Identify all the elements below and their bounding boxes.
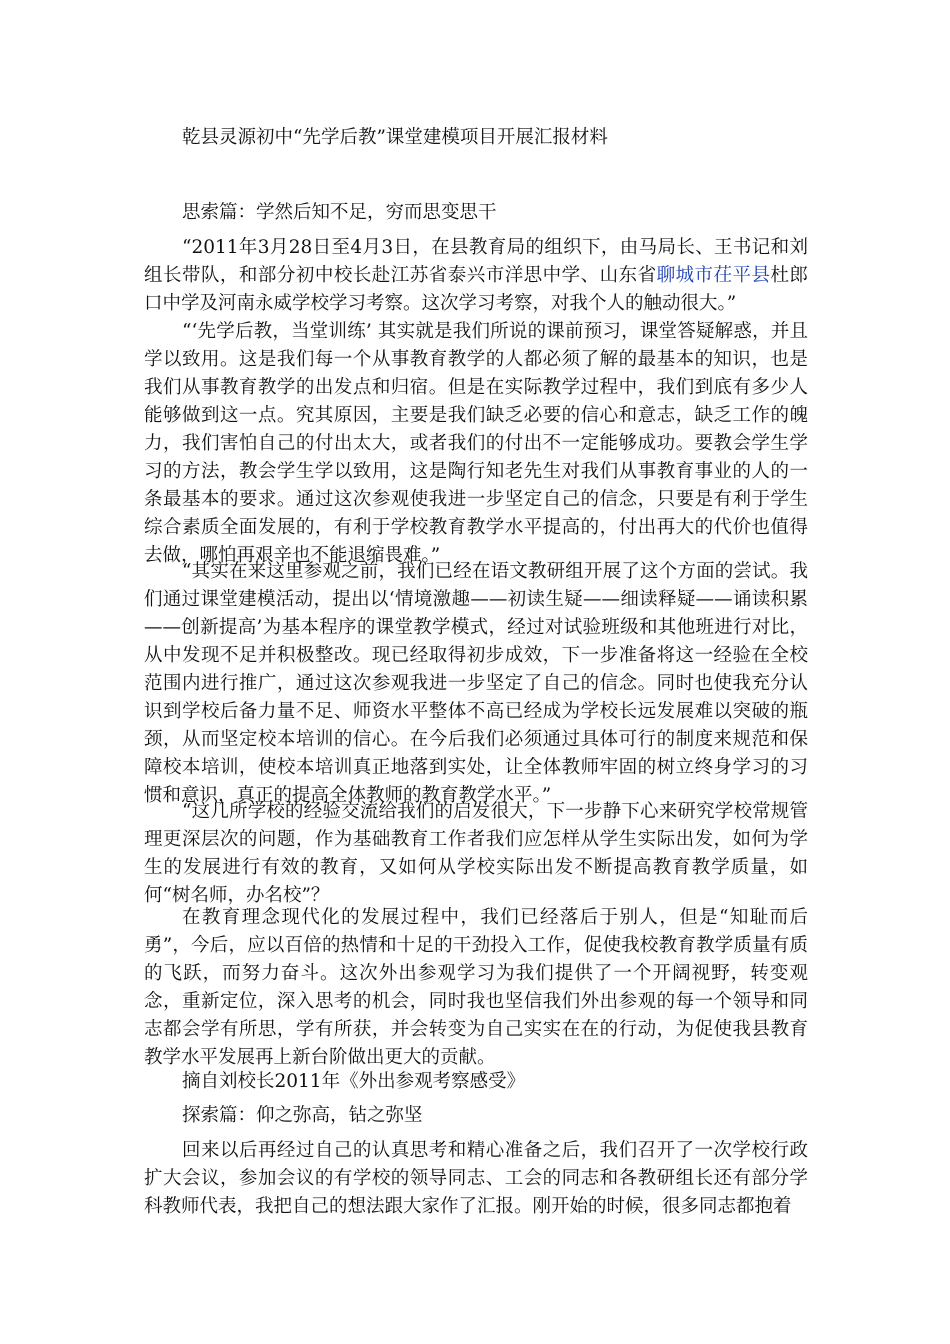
paragraph-2: “‘先学后教，当堂训练’ 其实就是我们所说的课前预习，课堂答疑解惑，并且学以致用。这是我们每一个从事教育教学的人都必须了解的最基本的知识，也是我们从事教育教学的出发点和归宿。但是在实际教学过程中，我们到底有多少人能够做到这一点。究其原因，主要是我们缺乏必要的信心和意志，缺乏工作的魄力，我们害怕自己的付出太大，或者我们的付出不一定能够成功。要教会学生学习的方法，教会学生学以致用，这是陶行知老先生对我们从事教育事业的人的一条最基本的要求。通过这次参观使我进一步坚定自己的信念，只要是有利于学生综合素质全面发展的，有利于学校教育教学水平提高的，付出再大的代价也值得去做，哪怕再艰辛也不能退缩畏难。” — [144, 321, 808, 566]
location-link[interactable]: 聊城市茌平县 — [656, 265, 771, 286]
source-citation: 摘自刘校长2011年《外出参观考察感受》 — [182, 1071, 526, 1092]
document-title: 乾县灵源初中“先学后教”课堂建模项目开展汇报材料 — [182, 127, 608, 148]
paragraph-1-text-end: 杜郎口中学及河南永威学校学习考察。这次学习考察，对我个人的触动很大。” — [144, 265, 808, 314]
paragraph-4: “这几所学校的经验交流给我们的启发很大，下一步静下心来研究学校常规管理更深层次的问题，作为基础教育工作者我们应怎样从学生实际出发，如何为学生的发展进行有效的教育，又如何从学校实际出发不断提高教育教学质量，如何“树名师，办名校”？ — [144, 801, 808, 906]
paragraph-1 — [144, 234, 808, 318]
section-heading-reflection: 思索篇：学然后知不足，穷而思变思干 — [182, 202, 497, 223]
paragraph-1-text-start: “2011年3月28日至4月3日，在县教育局的组织下，由马局长、王书记和刘组长带队，和部分初中校长赴江苏省泰兴市洋思中学、山东省 — [144, 237, 808, 286]
document-page — [144, 0, 808, 1344]
paragraph-3: “其实在来这里参观之前，我们已经在语文教研组开展了这个方面的尝试。我们通过课堂建模活动，提出以‘情境激趣——初读生疑——细读释疑——诵读积累——创新提高’为基本程序的课堂教学模式，经过对试验班级和其他班进行对比，从中发现不足并积极整改。现已经取得初步成效，下一步准备将这一经验在全校范围内进行推广，通过这次参观我进一步坚定了自己的信念。同时也使我充分认识到学校后备力量不足、师资水平整体不高已经成为学校长远发展难以突破的瓶颈，从而坚定校本培训的信心。在今后我们必须通过具体可行的制度来规范和保障校本培训，使校本培训真正地落到实处，让全体教师牢固的树立终身学习的习惯和意识，真正的提高全体教师的教育教学水平。” — [144, 561, 808, 806]
paragraph-6: 回来以后再经过自己的认真思考和精心准备之后，我们召开了一次学校行政扩大会议，参加会议的有学校的领导同志、工会的同志和各教研组长还有部分学科教师代表，我把自己的想法跟大家作了汇报。刚开始的时候，很多同志都抱着 — [144, 1140, 808, 1217]
paragraph-5: 在教育理念现代化的发展过程中，我们已经落后于别人，但是“知耻而后勇”，今后，应以百倍的热情和十足的干劲投入工作，促使我校教育教学质量有质的飞跃，而努力奋斗。这次外出参观学习为我们提供了一个开阔视野，转变观念，重新定位，深入思考的机会，同时我也坚信我们外出参观的每一个领导和同志都会学有所思，学有所获，并会转变为自己实实在在的行动，为促使我县教育教学水平发展再上新台阶做出更大的贡献。 — [144, 907, 808, 1068]
section-heading-exploration: 探索篇：仰之弥高，钻之弥坚 — [182, 1105, 423, 1126]
